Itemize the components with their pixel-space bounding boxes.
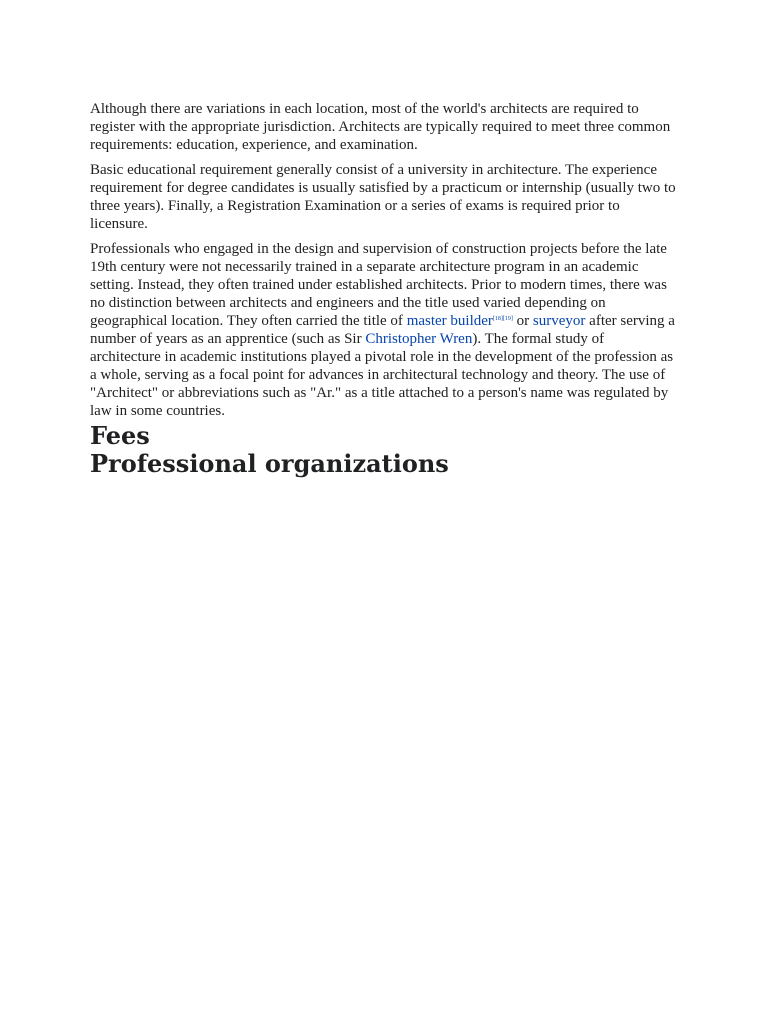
link-master-builder[interactable]: master builder: [406, 313, 493, 329]
paragraph-registration: Although there are variations in each location, most of the world's architects are required to register with the appropriate jurisdiction. Architects are typically required to meet three common requirements: education, experience, and examination.: [90, 101, 671, 153]
reference-18[interactable]: [18][19]: [492, 316, 513, 322]
article-content: [90, 100, 678, 478]
heading-fees: Fees: [90, 421, 150, 450]
paragraph-history-text-d: ). The formal study of architecture in academic institutions played a pivotal role in the development of the profession as a whole, serving as a focal point for advances in architectural technology and theory. The use of "Architect" or abbreviations such as "Ar." as a title attached to a person's name was regulated by law in some countries.: [90, 331, 674, 419]
paragraph-history: [90, 240, 678, 420]
paragraph-education: Basic educational requirement generally consist of a university in architecture. The experience requirement for degree candidates is usually satisfied by a practicum or internship (usually two to three years). Finally, a Registration Examination or a series of exams is required prior to licensure.: [90, 162, 676, 232]
link-surveyor[interactable]: surveyor: [532, 313, 586, 329]
heading-professional-organizations: Professional organizations: [90, 449, 449, 478]
paragraph-history-text-c: after serving a number of years as an apprentice (such as Sir: [90, 313, 675, 347]
link-christopher-wren[interactable]: Christopher Wren: [365, 331, 473, 347]
paragraph-history-text-a: Professionals who engaged in the design and supervision of construction projects before the late 19th century were not necessarily trained in a separate architecture program in an academic setting. Instead, they often trained under established architects. Prior to modern times, there was no distinction between architects and engineers and the title used varied depending on geographical location. They often carried the title of: [90, 241, 667, 329]
paragraph-history-text-b: or: [512, 313, 533, 329]
